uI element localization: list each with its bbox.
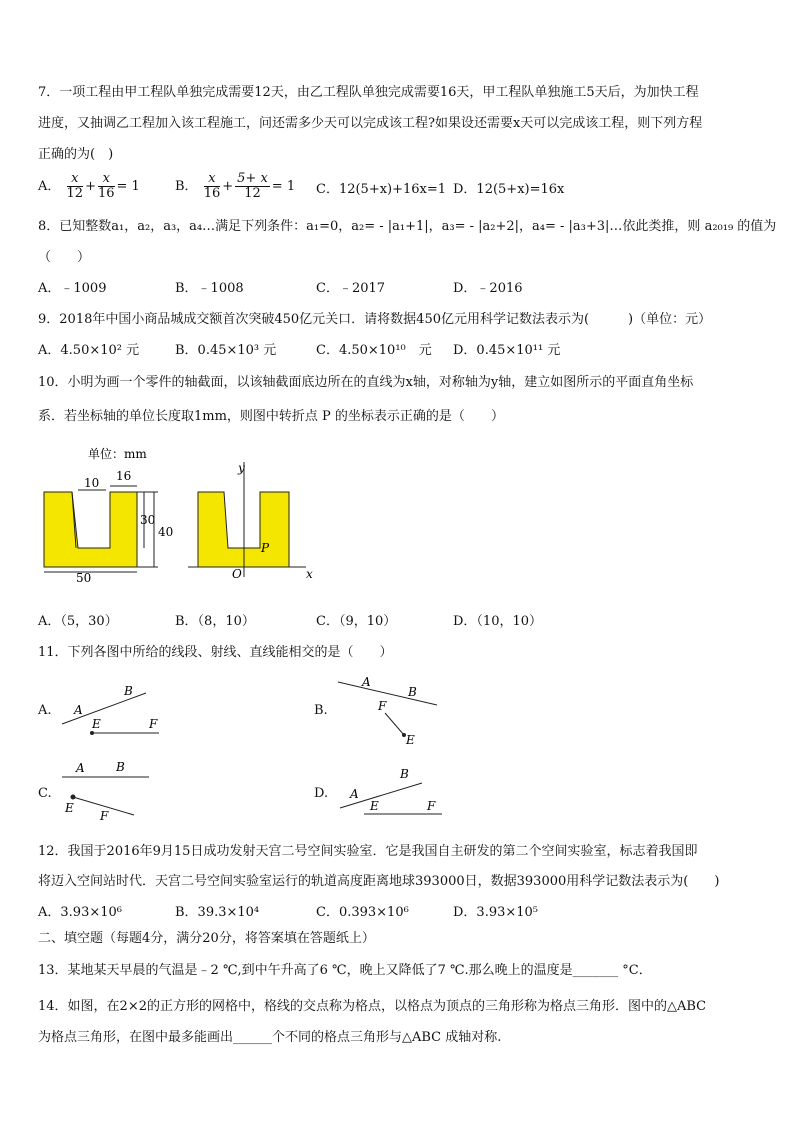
label-b: B (116, 760, 125, 774)
axis-y-label: y (238, 461, 245, 475)
numerator: x (204, 172, 221, 187)
denominator: 16 (97, 186, 115, 201)
q8-line1: 8．已知整数a₁，a₂，a₃，a₄…满足下列条件：a₁=0，a₂= - |a₁+1|，a₃= - |a₂+2|，a₄= - |a₃+3|…依此类推，则 a₂₀₁₉ 的值为 (38, 219, 777, 234)
q11-option-b-label[interactable]: B. (314, 703, 328, 718)
q8-line2: （ ） (38, 250, 91, 265)
label-e: E (406, 733, 415, 747)
q10-option-d[interactable]: D．（10，10） (453, 614, 543, 629)
q12-option-b[interactable]: B．39.3×10⁴ (175, 905, 260, 920)
q11-option-c-label[interactable]: C. (38, 786, 52, 801)
q10-line1: 10．小明为画一个零件的轴截面，以该轴截面底边所在的直线为x轴，对称轴为y轴，建立如图所示的平面直角坐标 (38, 375, 694, 390)
plus-sign: + (85, 179, 96, 194)
ray-ef (385, 713, 404, 735)
label-b: B (400, 767, 409, 781)
label-f: F (427, 799, 436, 813)
denominator: 12 (66, 186, 84, 201)
q14-line2: 为格点三角形，在图中最多能画出______个不同的格点三角形与△ABC 成轴对称. (38, 1030, 502, 1045)
q12-line1: 12．我国于2016年9月15日成功发射天宫二号空间实验室．它是我国自主研发的第二个空间实验室，标志着我国即 (38, 844, 698, 859)
q12-option-d[interactable]: D．3.93×10⁵ (453, 905, 539, 920)
dim-50: 50 (76, 571, 92, 585)
q11-figure-c (56, 758, 156, 828)
label-a: A (362, 675, 371, 689)
q11-figure-a (56, 680, 166, 740)
q9-option-d[interactable]: D．0.45×10¹¹ 元 (453, 343, 561, 358)
dim-10: 10 (84, 476, 100, 490)
q13-line1: 13．某地某天早晨的气温是﹣2 ℃,到中午升高了6 ℃，晚上又降低了7 ℃.那么晚上的温度是_______ °C． (38, 963, 652, 978)
q10-part-figure (38, 442, 338, 592)
numerator: x (67, 172, 84, 187)
q12-option-a[interactable]: A．3.93×10⁶ (38, 905, 122, 920)
label-a: A (74, 703, 83, 717)
label-b: B (408, 685, 417, 699)
label-e: E (370, 799, 379, 813)
label-a: A (350, 787, 359, 801)
option-label: B． (175, 179, 198, 194)
denominator: 12 (244, 186, 261, 201)
q7-option-c[interactable]: C．12(5+x)+16x=1 (316, 182, 447, 197)
q7-option-a[interactable] (38, 172, 140, 201)
q10-option-b[interactable]: B．（8，10） (175, 614, 255, 629)
plus-sign: + (222, 179, 234, 194)
fraction (235, 172, 270, 201)
fraction (67, 172, 84, 201)
q10-option-c[interactable]: C．（9，10） (316, 614, 397, 629)
equals-one: = 1 (271, 179, 296, 194)
label-f: F (378, 699, 387, 713)
axis-x-label: x (306, 567, 313, 581)
unit-label: 单位：mm (88, 447, 147, 461)
numerator: 5+ x (237, 171, 268, 186)
q11-option-d-label[interactable]: D. (314, 786, 329, 801)
q9-option-c[interactable]: C．4.50×10¹⁰ 元 (316, 343, 432, 358)
fraction (98, 172, 115, 201)
option-label: A． (38, 179, 61, 194)
q9-option-a[interactable]: A．4.50×10² 元 (38, 343, 140, 358)
q7-line3: 正确的为( ) (38, 147, 114, 162)
line-ab (338, 682, 437, 705)
dim-16: 16 (116, 469, 132, 483)
q12-option-c[interactable]: C．0.393×10⁶ (316, 905, 409, 920)
equals-one: = 1 (116, 179, 140, 194)
point-e (90, 731, 94, 735)
fraction (204, 172, 221, 201)
section-2-heading: 二、填空题（每题4分，满分20分，将答案填在答题纸上） (38, 931, 375, 946)
numerator: x (98, 172, 115, 187)
q7-option-d[interactable]: D．12(5+x)=16x (453, 182, 565, 197)
label-e: E (92, 717, 101, 731)
q7-option-b[interactable] (175, 172, 295, 201)
point-p-label: P (261, 541, 270, 555)
q14-line1: 14．如图，在2×2的正方形的网格中，格线的交点称为格点，以格点为顶点的三角形称为格点三角形．图中的△ABC (38, 999, 707, 1014)
label-f: F (149, 717, 158, 731)
q11-figure-d (334, 764, 454, 824)
q10-option-a[interactable]: A．（5，30） (38, 614, 118, 629)
point-e (71, 795, 76, 800)
q9-option-b[interactable]: B．0.45×10³ 元 (175, 343, 277, 358)
q10-line2: 系．若坐标轴的单位长度取1mm，则图中转折点 P 的坐标表示正确的是（ ） (38, 409, 504, 424)
q11-line1: 11．下列各图中所给的线段、射线、直线能相交的是（ ） (38, 645, 393, 660)
q7-line2: 进度，又抽调乙工程加入该工程施工，问还需多少天可以完成该工程?如果设还需要x天可以完成该工程，则下列方程 (38, 116, 703, 131)
label-f: F (100, 809, 109, 823)
origin-label: O (232, 567, 242, 581)
label-e: E (65, 801, 74, 815)
dim-40: 40 (158, 525, 174, 539)
q8-option-a[interactable]: A．﹣1009 (38, 281, 107, 296)
label-b: B (124, 684, 133, 698)
q12-line2: 将迈入空间站时代．天宫二号空间实验室运行的轨道高度距离地球393000日，数据393000用科学记数法表示为( ) (38, 874, 720, 889)
dim-30: 30 (140, 513, 156, 527)
q8-option-d[interactable]: D．﹣2016 (453, 281, 523, 296)
denominator: 16 (203, 186, 221, 201)
q7-line1: 7．一项工程由甲工程队单独完成需要12天，由乙工程队单独完成需要16天，甲工程队单独施工5天后，为加快工程 (38, 85, 699, 100)
u-shape-left (44, 492, 137, 567)
q8-option-b[interactable]: B．﹣1008 (175, 281, 244, 296)
label-a: A (76, 761, 85, 775)
q11-figure-b (334, 672, 444, 752)
q11-option-a-label[interactable]: A. (38, 703, 52, 718)
q9-line1: 9．2018年中国小商品城成交额首次突破450亿元关口．请将数据450亿元用科学记数法表示为( )（单位：元） (38, 312, 712, 327)
q8-option-c[interactable]: C．﹣2017 (316, 281, 386, 296)
